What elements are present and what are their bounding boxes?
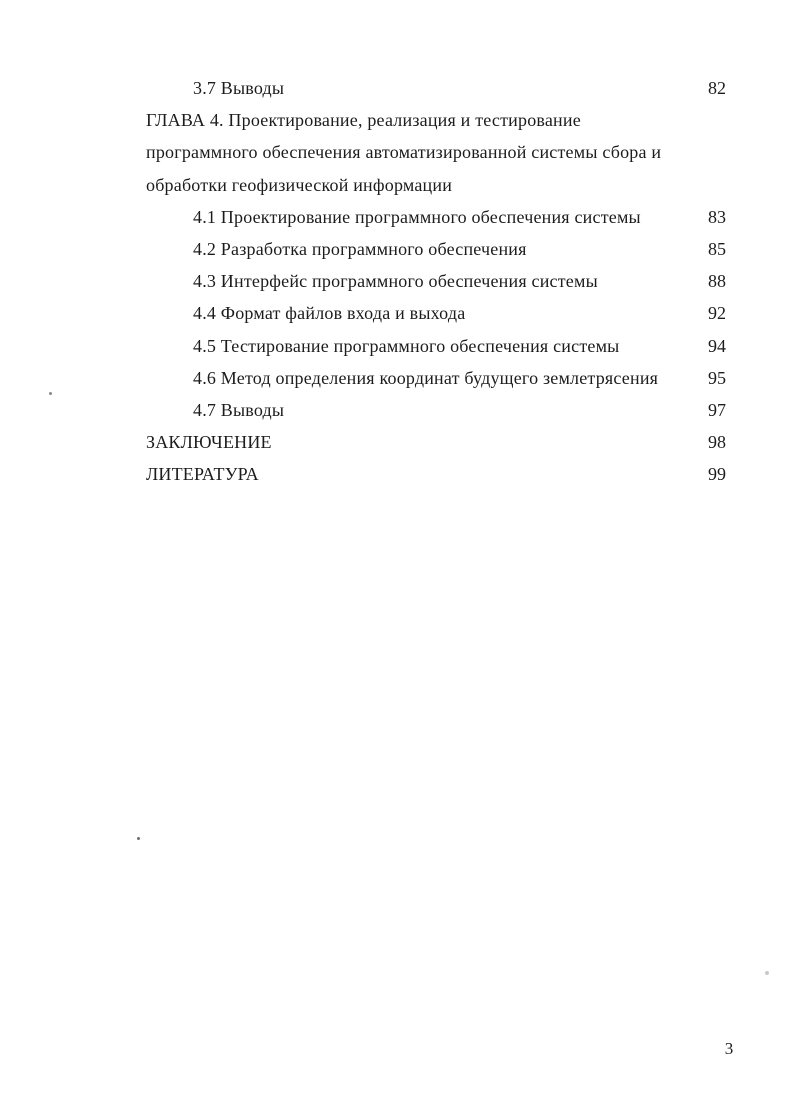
toc-entry-row — [146, 362, 726, 394]
toc-entry-row — [146, 233, 726, 265]
toc-entry-page: 83 — [708, 206, 726, 227]
toc-entry-row — [146, 136, 726, 168]
toc-entry-label: 4.4 Формат файлов входа и выхода — [193, 303, 466, 324]
toc-entry-label: 4.5 Тестирование программного обеспечения системы — [193, 335, 620, 356]
toc-entry-page: 97 — [708, 400, 726, 421]
toc-entry-row — [146, 394, 726, 426]
toc-entry-label: 4.7 Выводы — [193, 400, 285, 421]
toc-entry-row — [146, 265, 726, 297]
toc-entry-page: 92 — [708, 303, 726, 324]
toc-entry-label: ЛИТЕРАТУРА — [146, 464, 259, 485]
toc-entry-page: 98 — [708, 432, 726, 453]
toc-entry-row — [146, 201, 726, 233]
toc-entry-label: 4.1 Проектирование программного обеспечения системы — [193, 206, 641, 227]
page-number: 3 — [724, 1039, 734, 1058]
toc-entry-page: 95 — [708, 367, 726, 388]
toc-entry-label: программного обеспечения автоматизированной системы сбора и — [146, 142, 662, 163]
toc-entry-page: 99 — [708, 464, 726, 485]
toc-entry-label: 4.6 Метод определения координат будущего землетрясения — [193, 367, 659, 388]
toc-entry-label: 4.2 Разработка программного обеспечения — [193, 239, 527, 260]
toc-entry-page: 88 — [708, 271, 726, 292]
toc-entry-row — [146, 297, 726, 329]
toc-entry-label: 4.3 Интерфейс программного обеспечения системы — [193, 271, 598, 292]
scan-speck — [765, 971, 769, 975]
toc-entry-page: 85 — [708, 239, 726, 260]
toc-entry-label: 3.7 Выводы — [193, 78, 285, 98]
scan-speck — [49, 392, 52, 395]
table-of-contents — [146, 72, 726, 491]
toc-entry-label: обработки геофизической информации — [146, 174, 453, 195]
scan-speck — [137, 837, 140, 840]
toc-entry-row — [146, 169, 726, 201]
toc-entry-row — [146, 426, 726, 458]
toc-entry-row — [146, 72, 726, 104]
toc-entry-row — [146, 104, 726, 136]
toc-entry-label: ЗАКЛЮЧЕНИЕ — [146, 432, 272, 453]
toc-entry-row — [146, 330, 726, 362]
toc-entry-row — [146, 458, 726, 490]
toc-entry-page: 94 — [708, 335, 726, 356]
toc-entry-page: 82 — [708, 78, 726, 98]
toc-entry-label: ГЛАВА 4. Проектирование, реализация и тестирование — [146, 110, 581, 131]
